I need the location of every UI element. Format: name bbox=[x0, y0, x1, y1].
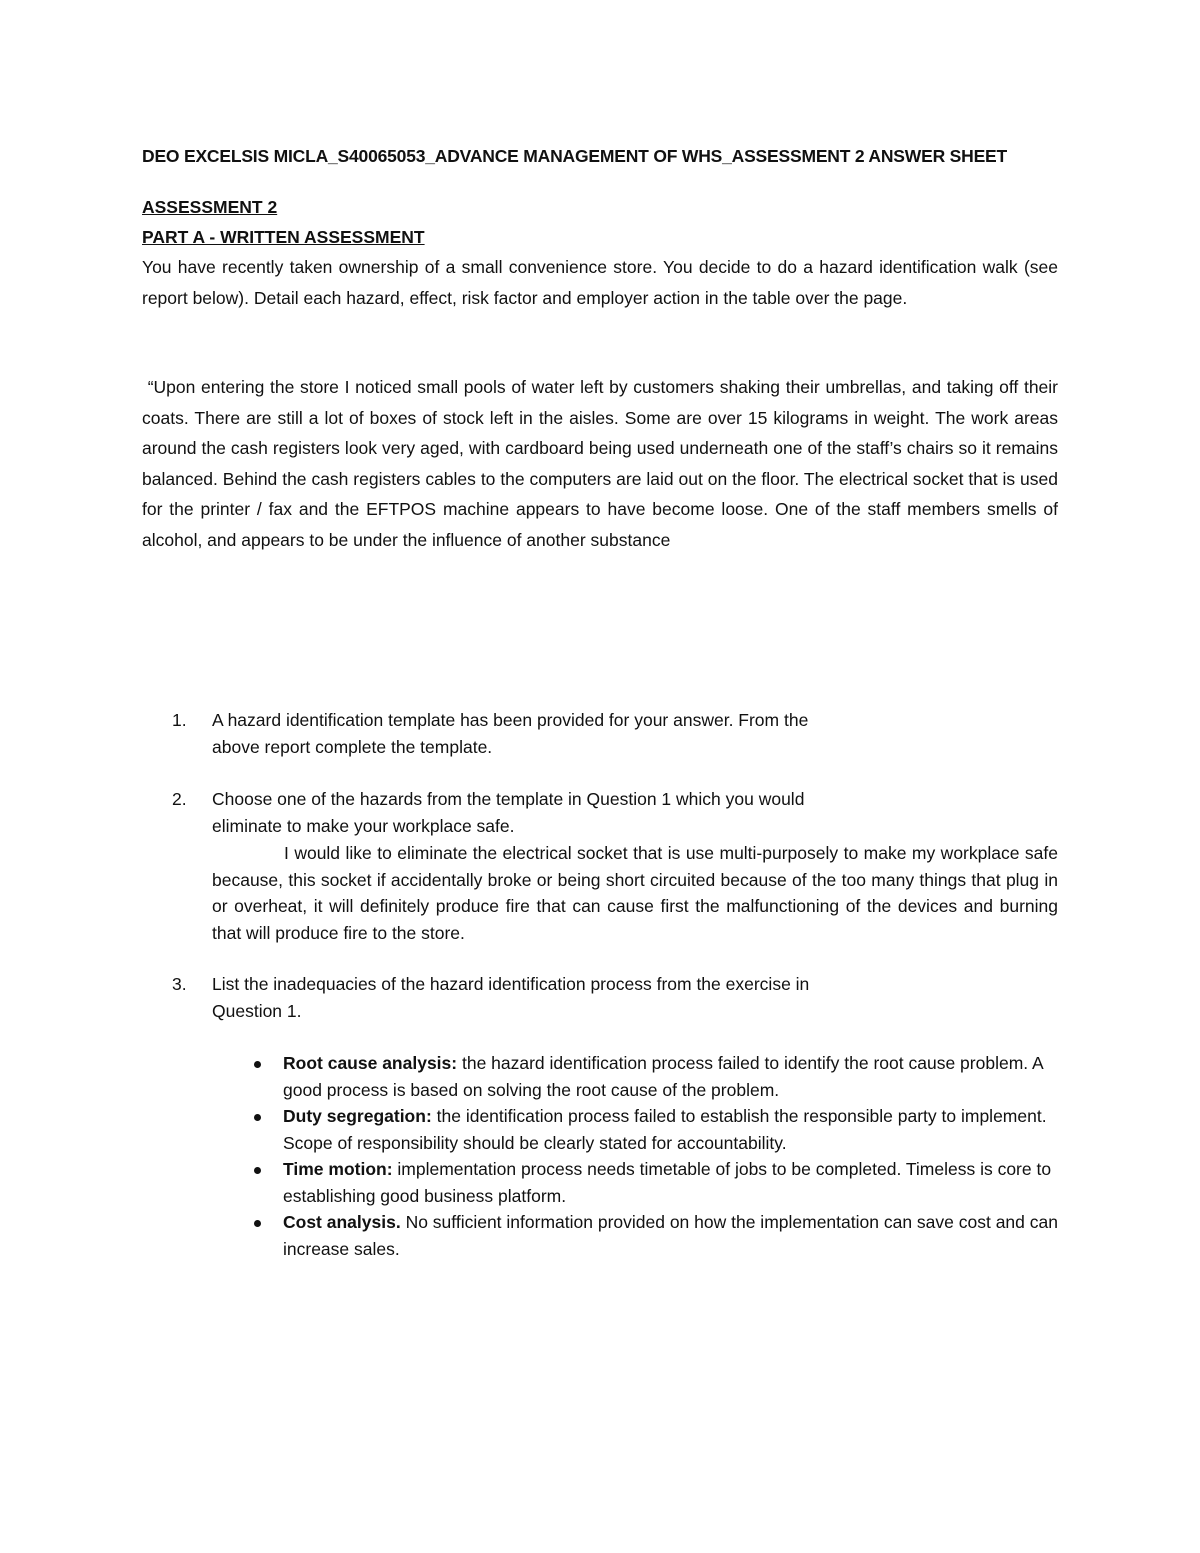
question-text bbox=[212, 786, 804, 839]
question-number: 1. bbox=[172, 710, 187, 730]
list-item-term: Time motion: bbox=[283, 1159, 393, 1179]
question-line: Question 1. bbox=[212, 1000, 302, 1021]
question-line: eliminate to make your workplace safe. bbox=[212, 815, 515, 836]
question-2-answer: I would like to eliminate the electrical socket that is use multi-purposely to make my workplace safe because, this socket if accidentally broke or being short circuited because of the too many things that plug in or overheat, it will definitely produce fire that can cause first the malfunctioning of the devices and burning that will produce fire to the store. bbox=[212, 843, 1058, 943]
intro-paragraph: You have recently taken ownership of a small convenience store. You decide to do a hazard identification walk (see report below). Detail each hazard, effect, risk factor and employer action in the table over the page. bbox=[142, 257, 1058, 308]
question-line: A hazard identification template has been provided for your answer. From the bbox=[212, 710, 809, 730]
list-item bbox=[244, 1050, 1064, 1103]
list-item bbox=[244, 1103, 1064, 1156]
list-item-term: Duty segregation: bbox=[283, 1106, 432, 1126]
list-item-term: Root cause analysis: bbox=[283, 1053, 458, 1073]
report-paragraph bbox=[142, 372, 1058, 555]
question-line: List the inadequacies of the hazard identification process from the exercise in bbox=[212, 974, 810, 994]
assessment-heading: ASSESSMENT 2 bbox=[142, 197, 278, 217]
question-line: Choose one of the hazards from the template in Question 1 which you would bbox=[212, 789, 805, 809]
list-item bbox=[244, 1156, 1064, 1209]
question-line: above report complete the template. bbox=[212, 736, 493, 757]
list-item-text: the identification process failed to establish the responsible party to implement. Scope of responsibility should be clearly stated for accountability. bbox=[283, 1106, 1047, 1153]
bullet-icon bbox=[254, 1167, 261, 1174]
list-item-term: Cost analysis. bbox=[283, 1212, 401, 1232]
report-text: “Upon entering the store I noticed small pools of water left by customers shaking their umbrellas, and taking off their coats. There are still a lot of boxes of stock left in the aisles. Some are over 15 kilograms in weight. The work areas around the cash registers look very aged, with cardboard being used underneath one of the staff’s chairs so it remains balanced. Behind the cash registers cables to the computers are laid out on the floor. The electrical socket that is used for the printer / fax and the EFTPOS machine appears to have become loose. One of the staff members smells of alcohol, and appears to be under the influence of another substance bbox=[142, 377, 1058, 550]
bullet-icon bbox=[254, 1061, 261, 1068]
part-heading: PART A - WRITTEN ASSESSMENT bbox=[142, 227, 425, 247]
list-item bbox=[244, 1209, 1064, 1262]
inadequacies-list bbox=[244, 1050, 1064, 1262]
question-text bbox=[212, 971, 809, 1024]
question-number: 2. bbox=[172, 789, 187, 809]
document-title: DEO EXCELSIS MICLA_S40065053_ADVANCE MANAGEMENT OF WHS_ASSESSMENT 2 ANSWER SHEET bbox=[142, 146, 1008, 166]
list-item-text: implementation process needs timetable of jobs to be completed. Timeless is core to establishing good business platform. bbox=[283, 1159, 1052, 1206]
question-number: 3. bbox=[172, 974, 187, 994]
list-item-text: the hazard identification process failed to identify the root cause problem. A good process is based on solving the root cause of the problem. bbox=[283, 1053, 1043, 1100]
question-text bbox=[212, 707, 808, 760]
bullet-icon bbox=[254, 1114, 261, 1121]
list-item-text: No sufficient information provided on how the implementation can save cost and can increase sales. bbox=[283, 1212, 1058, 1259]
bullet-icon bbox=[254, 1220, 261, 1227]
